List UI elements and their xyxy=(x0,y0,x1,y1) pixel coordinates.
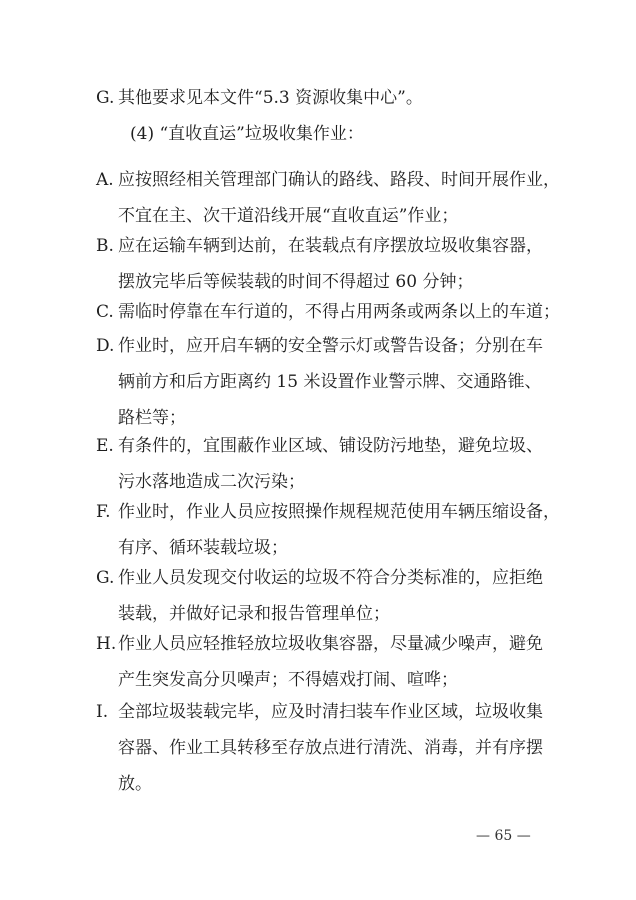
item-i xyxy=(96,694,556,802)
item-line: 产生突发高分贝噪声；不得嬉戏打闹、喧哗； xyxy=(118,670,458,690)
item-label: G. xyxy=(96,88,115,108)
item-h xyxy=(96,626,556,698)
item-line: 作业人员发现交付收运的垃圾不符合分类标准的，应拒绝 xyxy=(118,568,543,588)
section-heading: (4) “直收直运”垃圾收集作业： xyxy=(130,124,364,144)
item-line: 其他要求见本文件“5.3 资源收集中心”。 xyxy=(118,88,423,108)
item-line: 作业时，应开启车辆的安全警示灯或警告设备；分别在车 xyxy=(118,336,543,356)
item-label: F. xyxy=(96,502,111,522)
item-g-sorting xyxy=(96,560,556,632)
item-g-resource-center xyxy=(96,80,556,116)
item-d xyxy=(96,328,556,436)
item-line: 辆前方和后方距离约 15 米设置作业警示牌、交通路锥、 xyxy=(118,372,542,392)
item-line: 应在运输车辆到达前，在装载点有序摆放垃圾收集容器， xyxy=(118,236,543,256)
item-label: D. xyxy=(96,336,115,356)
item-line: 摆放完毕后等候装载的时间不得超过 60 分钟； xyxy=(118,272,474,292)
item-f xyxy=(96,494,560,566)
item-b xyxy=(96,228,556,300)
item-label: A. xyxy=(96,170,114,190)
item-line: 作业时，作业人员应按照操作规程规范使用车辆压缩设备， xyxy=(118,502,560,522)
item-a xyxy=(96,162,560,234)
item-line: 容器、作业工具转移至存放点进行清洗、消毒，并有序摆 xyxy=(118,738,543,758)
item-line: 作业人员应轻推轻放垃圾收集容器，尽量减少噪声，避免 xyxy=(118,634,543,654)
item-label: E. xyxy=(96,436,114,456)
page-number: — 65 — xyxy=(476,828,531,844)
item-label: C. xyxy=(96,302,114,322)
item-e xyxy=(96,428,556,500)
item-label: I. xyxy=(96,702,109,722)
item-label: H. xyxy=(96,634,117,654)
item-line: 需临时停靠在车行道的，不得占用两条或两条以上的车道； xyxy=(118,302,560,322)
item-line: 全部垃圾装载完毕，应及时清扫装车作业区域，垃圾收集 xyxy=(118,702,543,722)
item-line: 不宜在主、次干道沿线开展“直收直运”作业； xyxy=(118,206,459,226)
item-line: 路栏等； xyxy=(118,408,186,428)
item-line: 放。 xyxy=(118,774,152,794)
item-line: 装载，并做好记录和报告管理单位； xyxy=(118,604,390,624)
item-line: 有序、循环装载垃圾； xyxy=(118,538,288,558)
item-line: 应按照经相关管理部门确认的路线、路段、时间开展作业， xyxy=(118,170,560,190)
item-line: 污水落地造成二次污染； xyxy=(118,472,305,492)
item-label: G. xyxy=(96,568,115,588)
item-c xyxy=(96,294,560,330)
item-label: B. xyxy=(96,236,114,256)
item-line: 有条件的，宜围蔽作业区域、铺设防污地垫，避免垃圾、 xyxy=(118,436,543,456)
